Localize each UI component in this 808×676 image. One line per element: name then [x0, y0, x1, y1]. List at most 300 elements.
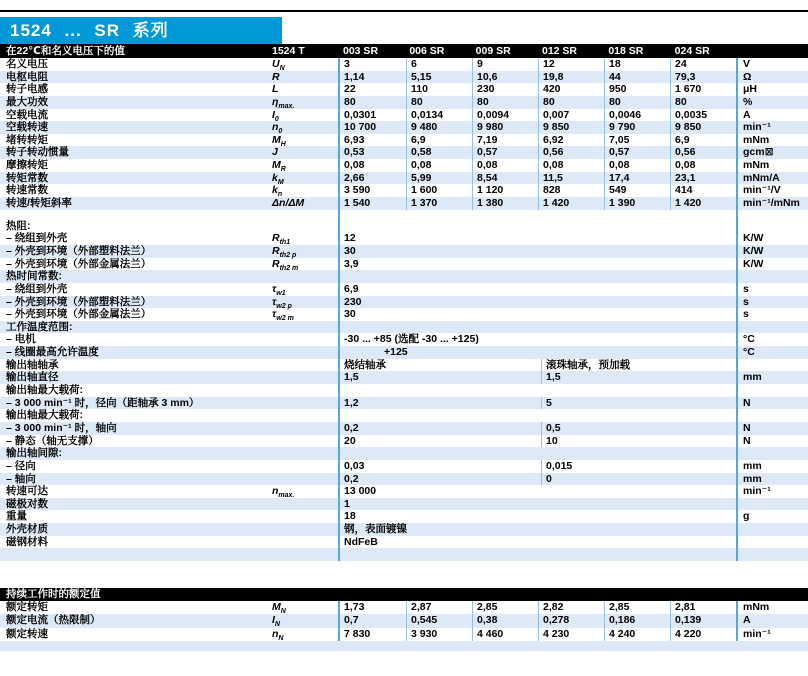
symbol-subscript: th1 — [279, 239, 291, 247]
value-cell: 1 420 — [538, 197, 604, 210]
table-row — [0, 134, 808, 147]
column-header: 024 SR — [674, 45, 710, 57]
value-cell: 1 — [344, 497, 350, 510]
values-area — [338, 232, 736, 245]
column-header: 012 SR — [541, 45, 578, 57]
row-label: 输出轴最大载荷: — [6, 384, 83, 397]
unit-cell — [736, 523, 808, 536]
row-label: 额定转矩 — [6, 600, 48, 613]
symbol-subscript: n — [277, 191, 283, 199]
symbol: n — [272, 485, 279, 498]
unit-cell: mm — [736, 460, 808, 473]
value-cell: 0 — [541, 473, 736, 486]
values-area — [338, 346, 736, 359]
value-cell: 828 — [538, 184, 604, 197]
symbol-cell — [264, 96, 338, 109]
symbol: I — [272, 108, 275, 121]
table-row — [0, 397, 808, 410]
symbol-cell — [264, 614, 338, 627]
column-header: 009 SR — [475, 45, 511, 57]
value-cell: 2,66 — [344, 171, 365, 184]
value-cell: 23,1 — [670, 172, 736, 185]
values-area — [338, 96, 736, 109]
value-cell: 18 — [604, 58, 670, 71]
row-label: 摩擦转矩 — [6, 159, 48, 172]
symbol-cell — [264, 384, 338, 397]
unit-cell: min⁻¹/mNm — [736, 197, 808, 210]
value-cell: 5 — [541, 397, 736, 410]
value-cell: 17,4 — [604, 172, 670, 185]
rated-table — [0, 601, 808, 641]
values-area — [338, 614, 736, 627]
symbol-subscript: th2 p — [279, 252, 297, 260]
symbol-cell — [264, 510, 338, 523]
value-cell: 0,08 — [670, 159, 736, 172]
unit-cell: s — [736, 296, 808, 309]
values-area — [338, 283, 736, 296]
symbol-cell — [264, 548, 338, 561]
value-cell: 0,56 — [670, 146, 736, 159]
symbol-subscript: R — [280, 166, 286, 174]
unit-cell — [736, 220, 808, 233]
values-area — [338, 159, 736, 172]
value-cell: 30 — [344, 308, 356, 321]
value-cell: 950 — [604, 83, 670, 96]
values-area — [338, 109, 736, 122]
symbol-cell — [264, 184, 338, 197]
symbol-subscript: max. — [278, 103, 295, 111]
row-label: – 外壳到环境（外部塑料法兰） — [6, 244, 152, 257]
section-label-row — [0, 409, 808, 422]
table-row — [0, 283, 808, 296]
unit-cell: gcm⊠ — [736, 146, 808, 159]
values-area — [338, 308, 736, 321]
unit-cell: A — [736, 614, 808, 627]
unit-cell: mm — [736, 371, 808, 384]
table-row — [0, 601, 808, 614]
value-cell: 2,82 — [538, 601, 604, 614]
value-cell: 230 — [344, 295, 362, 308]
unit-cell: V — [736, 58, 808, 71]
symbol-subscript: w2 p — [276, 302, 292, 310]
table-row — [0, 232, 808, 245]
symbol: M — [272, 159, 281, 172]
symbol-cell — [264, 134, 338, 147]
row-label: 转矩常数 — [6, 171, 48, 184]
value-cell: 1 370 — [406, 197, 472, 210]
table-row — [0, 346, 808, 359]
value-cell: 6,9 — [670, 134, 736, 147]
table-row — [0, 172, 808, 185]
value-cell: 3 — [344, 58, 350, 70]
unit-cell: min⁻¹ — [736, 485, 808, 498]
row-label: 外壳材质 — [6, 523, 48, 536]
symbol-cell — [264, 308, 338, 321]
values-area — [338, 58, 736, 71]
value-cell: 4 220 — [670, 628, 736, 641]
value-cell: 7,19 — [472, 134, 538, 147]
value-cell: 11,5 — [538, 172, 604, 185]
row-label: 热时间常数: — [6, 270, 62, 283]
value-cell: 79,3 — [670, 71, 736, 84]
table-row — [0, 510, 808, 523]
values-area — [338, 296, 736, 309]
values-area — [338, 601, 736, 614]
value-cell: 10,6 — [472, 71, 538, 84]
row-label: 热阻: — [6, 219, 31, 232]
table-row — [0, 146, 808, 159]
value-cell: 8,54 — [472, 172, 538, 185]
value-cell: 1,2 — [344, 396, 359, 409]
symbol-cell — [264, 197, 338, 210]
symbol-subscript: M — [277, 178, 284, 186]
spacer-row — [0, 548, 808, 561]
symbol-cell — [264, 601, 338, 614]
value-cell: 12 — [538, 58, 604, 71]
unit-cell: N — [736, 422, 808, 435]
value-cell: 钢，表面镀镍 — [344, 523, 407, 536]
rated-header-bar: 持续工作时的额定值 — [0, 588, 808, 601]
values-area — [338, 510, 736, 523]
value-cell: 420 — [538, 83, 604, 96]
symbol-cell — [264, 258, 338, 271]
value-cell: 7,05 — [604, 134, 670, 147]
symbol-cell — [264, 232, 338, 245]
value-cell: 1 600 — [406, 184, 472, 197]
unit-cell: mNm/A — [736, 172, 808, 185]
value-cell: 1 380 — [472, 197, 538, 210]
section-label-row — [0, 447, 808, 460]
value-cell: 414 — [670, 184, 736, 197]
value-cell: 4 240 — [604, 628, 670, 641]
value-cell: 13 000 — [344, 485, 377, 498]
unit-cell: K/W — [736, 232, 808, 245]
row-label: – 绕组到外壳 — [6, 232, 68, 245]
value-cell: 1 120 — [472, 184, 538, 197]
symbol: R — [272, 257, 280, 270]
table-row — [0, 628, 808, 641]
value-cell: NdFeB — [344, 535, 378, 548]
value-cell: 110 — [406, 83, 472, 96]
row-label: 名义电压 — [6, 58, 48, 70]
value-cell: 7 830 — [344, 627, 371, 640]
value-cell: 0,56 — [538, 146, 604, 159]
symbol-cell — [264, 435, 338, 448]
value-cell: 0,08 — [604, 159, 670, 172]
section-label-row — [0, 220, 808, 233]
spec-header-label: 在22℃和名义电压下的值 — [6, 45, 125, 57]
table-row — [0, 371, 808, 384]
row-label: – 静态（轴无支撑） — [6, 434, 99, 447]
value-cell: 0,58 — [406, 146, 472, 159]
value-cell: 0,57 — [604, 146, 670, 159]
spec-header-bar — [0, 44, 808, 58]
symbol-cell — [264, 71, 338, 84]
symbol-subscript: N — [279, 65, 285, 73]
page-title: 1524 ... SR 系列 — [0, 17, 282, 44]
value-cell: 80 — [472, 96, 538, 109]
value-cell: 0,38 — [472, 614, 538, 627]
values-area — [338, 523, 736, 536]
values-area — [338, 270, 736, 283]
values-area — [338, 258, 736, 271]
value-cell: 0,7 — [344, 614, 359, 627]
value-cell: 9 790 — [604, 121, 670, 134]
row-label: 堵转转矩 — [6, 133, 48, 146]
row-label: 输出轴最大载荷: — [6, 409, 83, 422]
table-row — [0, 83, 808, 96]
symbol: R — [272, 232, 280, 245]
value-cell: 4 230 — [538, 628, 604, 641]
symbol-subscript: N — [280, 608, 286, 616]
values-area — [338, 371, 736, 384]
values-area — [338, 71, 736, 84]
row-label: 输出轴间隙: — [6, 447, 62, 460]
value-cell: 80 — [344, 95, 356, 108]
spacer-row — [0, 210, 808, 220]
symbol-cell — [264, 83, 338, 96]
row-label: – 外壳到环境（外部塑料法兰） — [6, 295, 152, 308]
column-header: 006 SR — [409, 45, 445, 57]
spec-rows — [0, 58, 808, 561]
series-label: 1524 T — [272, 45, 305, 57]
row-label: 工作温度范围: — [6, 320, 73, 333]
value-cell: 1 420 — [670, 197, 736, 210]
symbol-cell — [264, 146, 338, 159]
table-row — [0, 296, 808, 309]
table-row — [0, 422, 808, 435]
symbol-cell — [264, 536, 338, 549]
symbol-cell — [264, 283, 338, 296]
value-cell: 3,9 — [344, 257, 359, 270]
row-label: 输出轴轴承 — [6, 358, 59, 371]
values-area — [338, 333, 736, 346]
symbol-cell — [264, 523, 338, 536]
symbol-cell — [264, 321, 338, 334]
symbol-cell — [264, 210, 338, 220]
values-area — [338, 628, 736, 641]
row-label: 额定电流（热限制） — [6, 614, 101, 627]
symbol-cell — [264, 473, 338, 486]
unit-cell: K/W — [736, 245, 808, 258]
values-area — [338, 397, 736, 410]
values-area — [338, 548, 736, 561]
value-cell: 44 — [604, 71, 670, 84]
table-row — [0, 473, 808, 486]
symbol-subscript: N — [274, 621, 280, 629]
unit-cell: s — [736, 283, 808, 296]
value-cell: 80 — [406, 96, 472, 109]
values-area — [338, 359, 736, 372]
row-label: – 3 000 min⁻¹ 时，轴向 — [6, 421, 117, 434]
unit-cell — [736, 409, 808, 422]
row-label: – 轴向 — [6, 472, 36, 485]
symbol: R — [272, 244, 280, 257]
values-area — [338, 485, 736, 498]
table-row — [0, 614, 808, 627]
unit-cell: mNm — [736, 601, 808, 614]
value-cell: 3 930 — [406, 628, 472, 641]
value-cell: 0,545 — [406, 614, 472, 627]
value-cell: 1 540 — [344, 197, 371, 210]
symbol-subscript: 0 — [274, 115, 279, 123]
row-label: 磁钢材料 — [6, 535, 48, 548]
row-label: 重量 — [6, 510, 27, 523]
value-cell: 0,08 — [344, 159, 365, 172]
row-label: 额定转速 — [6, 627, 48, 640]
value-cell: 0,53 — [344, 146, 365, 159]
symbol-cell — [264, 422, 338, 435]
value-cell: 10 700 — [344, 121, 377, 134]
unit-cell — [736, 321, 808, 334]
value-cell: 9 980 — [472, 121, 538, 134]
value-cell: 22 — [344, 83, 356, 96]
symbol-cell — [264, 296, 338, 309]
symbol-cell — [264, 628, 338, 641]
symbol-cell — [264, 270, 338, 283]
bottom-band — [0, 641, 808, 651]
row-label: – 绕组到外壳 — [6, 282, 68, 295]
value-cell: 0,186 — [604, 614, 670, 627]
table-row — [0, 435, 808, 448]
table-row — [0, 333, 808, 346]
value-cell: 0,278 — [538, 614, 604, 627]
symbol-cell — [264, 371, 338, 384]
row-label: 转速/转矩斜率 — [6, 197, 72, 210]
table-row — [0, 258, 808, 271]
symbol-cell — [264, 447, 338, 460]
value-cell: 19,8 — [538, 71, 604, 84]
unit-cell: mNm — [736, 134, 808, 147]
value-cell: 6,93 — [344, 133, 365, 146]
value-cell: 0,0046 — [604, 109, 670, 122]
value-cell: 1,5 — [541, 371, 736, 384]
values-area — [338, 447, 736, 460]
values-area — [338, 473, 736, 486]
symbol: R — [272, 70, 280, 83]
table-row — [0, 498, 808, 511]
value-cell: 80 — [604, 96, 670, 109]
values-area — [338, 134, 736, 147]
unit-cell: g — [736, 510, 808, 523]
symbol: τ — [272, 308, 277, 321]
symbol: k — [272, 171, 278, 184]
row-label: – 3 000 min⁻¹ 时，径向（距轴承 3 mm） — [6, 396, 200, 409]
table-row — [0, 58, 808, 71]
unit-cell — [736, 536, 808, 549]
unit-cell: mNm — [736, 159, 808, 172]
unit-cell: s — [736, 308, 808, 321]
symbol-cell — [264, 346, 338, 359]
table-row — [0, 523, 808, 536]
value-cell: 24 — [670, 58, 736, 71]
unit-cell: μH — [736, 83, 808, 96]
row-label: – 电机 — [6, 333, 36, 346]
unit-cell — [736, 270, 808, 283]
symbol-subscript: 0 — [278, 128, 283, 136]
symbol-cell — [264, 121, 338, 134]
value-cell: 4 460 — [472, 628, 538, 641]
value-cell: 0,57 — [472, 146, 538, 159]
unit-cell — [736, 384, 808, 397]
value-cell: 0,08 — [538, 159, 604, 172]
unit-cell: % — [736, 96, 808, 109]
value-cell: 12 — [344, 232, 356, 245]
value-cell: 0,08 — [472, 159, 538, 172]
value-cell: 滚珠轴承，预加载 — [541, 359, 736, 372]
row-label: 最大功效 — [6, 95, 48, 108]
unit-cell: min⁻¹ — [736, 628, 808, 641]
symbol-subscript: H — [280, 140, 286, 148]
row-label: 输出轴直径 — [6, 371, 59, 384]
symbol-subscript: w2 m — [276, 315, 294, 323]
symbol-cell — [264, 359, 338, 372]
symbol-cell — [264, 498, 338, 511]
symbol-cell — [264, 220, 338, 233]
symbol-subscript: th2 m — [279, 264, 299, 272]
value-cell: 2,81 — [670, 601, 736, 614]
values-area — [338, 210, 736, 220]
values-area — [338, 409, 736, 422]
row-label: 转子转动惯量 — [6, 146, 69, 159]
value-cell: 80 — [670, 96, 736, 109]
value-cell: 1,5 — [344, 371, 359, 384]
value-cell: 烧结轴承 — [344, 358, 386, 371]
symbol-cell — [264, 245, 338, 258]
values-area — [338, 435, 736, 448]
values-area — [338, 321, 736, 334]
table-row — [0, 197, 808, 210]
value-cell: 10 — [541, 435, 736, 448]
values-area — [338, 220, 736, 233]
row-label: 空载转速 — [6, 121, 48, 134]
values-area — [338, 498, 736, 511]
value-cell: 549 — [604, 184, 670, 197]
unit-cell: K/W — [736, 258, 808, 271]
value-cell: 3 590 — [344, 184, 371, 197]
row-label: – 外壳到环境（外部金属法兰） — [6, 308, 152, 321]
unit-cell: A — [736, 109, 808, 122]
values-area — [338, 460, 736, 473]
symbol-cell — [264, 485, 338, 498]
symbol: τ — [272, 282, 277, 295]
table-row — [0, 308, 808, 321]
value-cell: 0,007 — [538, 109, 604, 122]
value-cell: 0,0134 — [406, 109, 472, 122]
table-row — [0, 159, 808, 172]
row-label: 转速可达 — [6, 485, 48, 498]
symbol-cell — [264, 409, 338, 422]
value-cell: 2,85 — [472, 601, 538, 614]
symbol: Δn/ΔM — [272, 197, 305, 210]
unit-cell — [736, 447, 808, 460]
column-header: 003 SR — [343, 45, 379, 57]
unit-cell — [736, 359, 808, 372]
column-header: 018 SR — [608, 45, 644, 57]
row-label — [0, 548, 264, 561]
section-label-row — [0, 270, 808, 283]
symbol: M — [272, 600, 281, 613]
values-area — [338, 245, 736, 258]
symbol: M — [272, 133, 281, 146]
value-cell: 0,139 — [670, 614, 736, 627]
table-row — [0, 485, 808, 498]
value-cell: 30 — [344, 244, 356, 257]
symbol: L — [272, 83, 279, 96]
table-row — [0, 460, 808, 473]
value-cell: 2,87 — [406, 601, 472, 614]
unit-cell: °C — [736, 333, 808, 346]
